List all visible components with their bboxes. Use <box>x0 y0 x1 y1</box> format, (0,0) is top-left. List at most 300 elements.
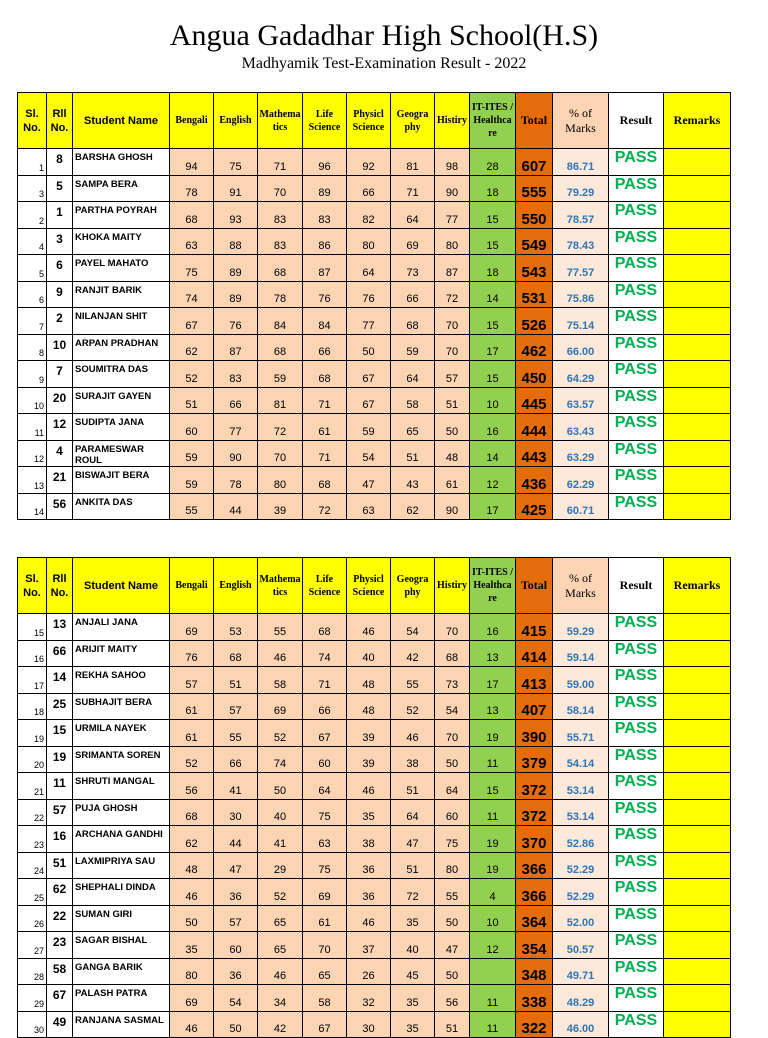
mark-it-ites-cell: 11 <box>470 799 516 826</box>
roll-no-cell: 1 <box>47 202 73 229</box>
mark-hist-cell: 54 <box>435 693 470 720</box>
sl-no-cell: 30 <box>18 1011 47 1038</box>
mark-hist-cell: 51 <box>435 387 470 414</box>
percent-cell: 55.71 <box>553 720 609 747</box>
student-name-cell: SOUMITRA DAS <box>73 361 170 388</box>
remarks-cell <box>664 879 731 906</box>
mark-bengali-cell: 56 <box>170 773 214 800</box>
mark-math-cell: 58 <box>258 667 303 694</box>
mark-bengali-cell: 61 <box>170 693 214 720</box>
roll-no-cell: 15 <box>47 720 73 747</box>
result-badge: PASS <box>609 493 664 520</box>
roll-no-cell: 25 <box>47 693 73 720</box>
total-cell: 443 <box>516 440 553 467</box>
mark-phys-cell: 92 <box>347 149 391 176</box>
sl-no-cell: 3 <box>18 175 47 202</box>
table-row <box>18 440 731 467</box>
mark-math-cell: 78 <box>258 281 303 308</box>
total-cell: 379 <box>516 746 553 773</box>
roll-no-cell: 66 <box>47 640 73 667</box>
table-row <box>18 493 731 520</box>
mark-geo-cell: 35 <box>391 985 435 1012</box>
sl-no-cell: 4 <box>18 228 47 255</box>
mark-it-ites-cell: 11 <box>470 746 516 773</box>
mark-phys-cell: 46 <box>347 905 391 932</box>
mark-life-cell: 66 <box>303 334 347 361</box>
sl-no-cell: 8 <box>18 334 47 361</box>
total-cell: 322 <box>516 1011 553 1038</box>
mark-bengali-cell: 68 <box>170 799 214 826</box>
percent-cell: 62.29 <box>553 467 609 494</box>
mark-english-cell: 44 <box>214 826 258 853</box>
roll-no-cell: 6 <box>47 255 73 282</box>
result-badge: PASS <box>609 614 664 641</box>
mark-hist-cell: 60 <box>435 799 470 826</box>
percent-cell: 52.29 <box>553 852 609 879</box>
mark-life-cell: 84 <box>303 308 347 335</box>
mark-hist-cell: 50 <box>435 905 470 932</box>
header-english: English <box>214 558 258 614</box>
student-name-cell: ANJALI JANA <box>73 614 170 641</box>
mark-it-ites-cell: 15 <box>470 773 516 800</box>
table-row <box>18 852 731 879</box>
student-name-cell: RANJANA SASMAL <box>73 1011 170 1038</box>
result-badge: PASS <box>609 985 664 1012</box>
mark-hist-cell: 55 <box>435 879 470 906</box>
result-badge: PASS <box>609 958 664 985</box>
result-badge: PASS <box>609 414 664 441</box>
mark-bengali-cell: 75 <box>170 255 214 282</box>
mark-it-ites-cell: 14 <box>470 281 516 308</box>
mark-english-cell: 50 <box>214 1011 258 1038</box>
result-badge: PASS <box>609 667 664 694</box>
header-sl-no: Sl. No. <box>18 558 47 614</box>
mark-math-cell: 83 <box>258 228 303 255</box>
total-cell: 526 <box>516 308 553 335</box>
student-name-cell: BISWAJIT BERA <box>73 467 170 494</box>
mark-english-cell: 53 <box>214 614 258 641</box>
mark-math-cell: 29 <box>258 852 303 879</box>
mark-phys-cell: 37 <box>347 932 391 959</box>
mark-hist-cell: 61 <box>435 467 470 494</box>
mark-english-cell: 76 <box>214 308 258 335</box>
sl-no-cell: 25 <box>18 879 47 906</box>
table-row <box>18 175 731 202</box>
mark-bengali-cell: 46 <box>170 879 214 906</box>
mark-english-cell: 44 <box>214 493 258 520</box>
mark-phys-cell: 82 <box>347 202 391 229</box>
mark-geo-cell: 46 <box>391 720 435 747</box>
sl-no-cell: 5 <box>18 255 47 282</box>
sl-no-cell: 17 <box>18 667 47 694</box>
mark-it-ites-cell: 10 <box>470 387 516 414</box>
student-name-cell: SAMPA BERA <box>73 175 170 202</box>
mark-geo-cell: 45 <box>391 958 435 985</box>
total-cell: 370 <box>516 826 553 853</box>
mark-life-cell: 70 <box>303 932 347 959</box>
mark-life-cell: 68 <box>303 614 347 641</box>
mark-life-cell: 61 <box>303 414 347 441</box>
student-name-cell: SHRUTI MANGAL <box>73 773 170 800</box>
mark-hist-cell: 57 <box>435 361 470 388</box>
sl-no-cell: 6 <box>18 281 47 308</box>
mark-math-cell: 40 <box>258 799 303 826</box>
student-name-cell: KHOKA MAITY <box>73 228 170 255</box>
student-name-cell: SURAJIT GAYEN <box>73 387 170 414</box>
mark-geo-cell: 66 <box>391 281 435 308</box>
mark-bengali-cell: 80 <box>170 958 214 985</box>
percent-cell: 53.14 <box>553 799 609 826</box>
table-row <box>18 255 731 282</box>
remarks-cell <box>664 640 731 667</box>
remarks-cell <box>664 175 731 202</box>
mark-hist-cell: 98 <box>435 149 470 176</box>
remarks-cell <box>664 614 731 641</box>
exam-subtitle: Madhyamik Test-Examination Result - 2022 <box>241 55 527 72</box>
table-row <box>18 640 731 667</box>
mark-bengali-cell: 67 <box>170 308 214 335</box>
percent-cell: 86.71 <box>553 149 609 176</box>
total-cell: 390 <box>516 720 553 747</box>
mark-hist-cell: 90 <box>435 175 470 202</box>
mark-phys-cell: 35 <box>347 799 391 826</box>
mark-phys-cell: 64 <box>347 255 391 282</box>
percent-cell: 48.29 <box>553 985 609 1012</box>
remarks-cell <box>664 281 731 308</box>
header-it-ites: IT-ITES / Healthca re <box>470 558 516 614</box>
mark-bengali-cell: 68 <box>170 202 214 229</box>
mark-geo-cell: 35 <box>391 905 435 932</box>
mark-phys-cell: 36 <box>347 879 391 906</box>
percent-cell: 63.43 <box>553 414 609 441</box>
mark-life-cell: 61 <box>303 905 347 932</box>
remarks-cell <box>664 693 731 720</box>
mark-math-cell: 70 <box>258 440 303 467</box>
student-name-cell: URMILA NAYEK <box>73 720 170 747</box>
mark-it-ites-cell <box>470 958 516 985</box>
mark-phys-cell: 80 <box>347 228 391 255</box>
sl-no-cell: 12 <box>18 440 47 467</box>
percent-cell: 53.14 <box>553 773 609 800</box>
header-geography: Geogra phy <box>391 558 435 614</box>
mark-phys-cell: 40 <box>347 640 391 667</box>
mark-bengali-cell: 78 <box>170 175 214 202</box>
student-name-cell: PARAMESWAR ROUL <box>73 440 170 467</box>
sl-no-cell: 2 <box>18 202 47 229</box>
mark-life-cell: 66 <box>303 693 347 720</box>
total-cell: 354 <box>516 932 553 959</box>
result-badge: PASS <box>609 746 664 773</box>
table-row <box>18 826 731 853</box>
mark-it-ites-cell: 12 <box>470 467 516 494</box>
mark-phys-cell: 30 <box>347 1011 391 1038</box>
mark-life-cell: 68 <box>303 467 347 494</box>
mark-phys-cell: 54 <box>347 440 391 467</box>
mark-math-cell: 46 <box>258 640 303 667</box>
header-percent-marks: % of Marks <box>553 93 609 149</box>
mark-bengali-cell: 51 <box>170 387 214 414</box>
result-badge: PASS <box>609 773 664 800</box>
mark-it-ites-cell: 4 <box>470 879 516 906</box>
roll-no-cell: 57 <box>47 799 73 826</box>
mark-bengali-cell: 74 <box>170 281 214 308</box>
result-badge: PASS <box>609 693 664 720</box>
mark-life-cell: 68 <box>303 361 347 388</box>
school-title: Angua Gadadhar High School(H.S) <box>169 19 599 52</box>
header-physical-science: Physicl Science <box>347 558 391 614</box>
sl-no-cell: 9 <box>18 361 47 388</box>
mark-hist-cell: 77 <box>435 202 470 229</box>
mark-geo-cell: 38 <box>391 746 435 773</box>
mark-english-cell: 51 <box>214 667 258 694</box>
result-badge: PASS <box>609 149 664 176</box>
mark-it-ites-cell: 16 <box>470 614 516 641</box>
sl-no-cell: 13 <box>18 467 47 494</box>
total-cell: 414 <box>516 640 553 667</box>
mark-geo-cell: 51 <box>391 773 435 800</box>
mark-bengali-cell: 61 <box>170 720 214 747</box>
percent-cell: 64.29 <box>553 361 609 388</box>
mark-english-cell: 60 <box>214 932 258 959</box>
total-cell: 531 <box>516 281 553 308</box>
mark-english-cell: 88 <box>214 228 258 255</box>
mark-it-ites-cell: 17 <box>470 334 516 361</box>
sl-no-cell: 16 <box>18 640 47 667</box>
student-name-cell: LAXMIPRIYA SAU <box>73 852 170 879</box>
header-it-ites: IT-ITES / Healthca re <box>470 93 516 149</box>
mark-life-cell: 67 <box>303 720 347 747</box>
percent-cell: 59.14 <box>553 640 609 667</box>
roll-no-cell: 21 <box>47 467 73 494</box>
mark-hist-cell: 68 <box>435 640 470 667</box>
mark-life-cell: 69 <box>303 879 347 906</box>
header-mathematics: Mathema tics <box>258 558 303 614</box>
mark-phys-cell: 26 <box>347 958 391 985</box>
total-cell: 450 <box>516 361 553 388</box>
total-cell: 444 <box>516 414 553 441</box>
mark-geo-cell: 64 <box>391 799 435 826</box>
mark-bengali-cell: 59 <box>170 440 214 467</box>
table-row <box>18 985 731 1012</box>
percent-cell: 49.71 <box>553 958 609 985</box>
sl-no-cell: 14 <box>18 493 47 520</box>
mark-math-cell: 84 <box>258 308 303 335</box>
mark-hist-cell: 80 <box>435 228 470 255</box>
table-row <box>18 308 731 335</box>
mark-geo-cell: 43 <box>391 467 435 494</box>
student-name-cell: ARIJIT MAITY <box>73 640 170 667</box>
remarks-cell <box>664 414 731 441</box>
total-cell: 366 <box>516 879 553 906</box>
total-cell: 348 <box>516 958 553 985</box>
result-badge: PASS <box>609 202 664 229</box>
roll-no-cell: 51 <box>47 852 73 879</box>
result-badge: PASS <box>609 905 664 932</box>
mark-hist-cell: 72 <box>435 281 470 308</box>
table-row <box>18 693 731 720</box>
mark-it-ites-cell: 13 <box>470 693 516 720</box>
total-cell: 445 <box>516 387 553 414</box>
student-name-cell: SUMAN GIRI <box>73 905 170 932</box>
remarks-cell <box>664 493 731 520</box>
result-badge: PASS <box>609 387 664 414</box>
total-cell: 366 <box>516 852 553 879</box>
sl-no-cell: 20 <box>18 746 47 773</box>
percent-cell: 46.00 <box>553 1011 609 1038</box>
mark-hist-cell: 73 <box>435 667 470 694</box>
mark-geo-cell: 47 <box>391 826 435 853</box>
percent-cell: 52.29 <box>553 879 609 906</box>
student-name-cell: PALASH PATRA <box>73 985 170 1012</box>
result-badge: PASS <box>609 334 664 361</box>
remarks-cell <box>664 228 731 255</box>
mark-hist-cell: 90 <box>435 493 470 520</box>
student-name-cell: NILANJAN SHIT <box>73 308 170 335</box>
mark-phys-cell: 46 <box>347 614 391 641</box>
mark-geo-cell: 73 <box>391 255 435 282</box>
percent-cell: 60.71 <box>553 493 609 520</box>
mark-math-cell: 39 <box>258 493 303 520</box>
mark-it-ites-cell: 12 <box>470 932 516 959</box>
remarks-cell <box>664 334 731 361</box>
header-sl-no: Sl. No. <box>18 93 47 149</box>
table-row <box>18 799 731 826</box>
sl-no-cell: 28 <box>18 958 47 985</box>
roll-no-cell: 10 <box>47 334 73 361</box>
mark-geo-cell: 51 <box>391 852 435 879</box>
mark-math-cell: 65 <box>258 932 303 959</box>
percent-cell: 58.14 <box>553 693 609 720</box>
mark-life-cell: 75 <box>303 799 347 826</box>
sl-no-cell: 22 <box>18 799 47 826</box>
roll-no-cell: 13 <box>47 614 73 641</box>
sl-no-cell: 21 <box>18 773 47 800</box>
remarks-cell <box>664 826 731 853</box>
mark-english-cell: 57 <box>214 693 258 720</box>
mark-hist-cell: 47 <box>435 932 470 959</box>
roll-no-cell: 19 <box>47 746 73 773</box>
mark-phys-cell: 67 <box>347 361 391 388</box>
header-history: Histiry <box>435 558 470 614</box>
roll-no-cell: 4 <box>47 440 73 467</box>
remarks-cell <box>664 255 731 282</box>
mark-english-cell: 89 <box>214 255 258 282</box>
mark-math-cell: 71 <box>258 149 303 176</box>
mark-life-cell: 71 <box>303 387 347 414</box>
mark-bengali-cell: 63 <box>170 228 214 255</box>
student-name-cell: BARSHA GHOSH <box>73 149 170 176</box>
roll-no-cell: 56 <box>47 493 73 520</box>
mark-math-cell: 55 <box>258 614 303 641</box>
sl-no-cell: 29 <box>18 985 47 1012</box>
mark-it-ites-cell: 17 <box>470 493 516 520</box>
table-row <box>18 773 731 800</box>
mark-hist-cell: 87 <box>435 255 470 282</box>
remarks-cell <box>664 1011 731 1038</box>
mark-it-ites-cell: 28 <box>470 149 516 176</box>
sl-no-cell: 27 <box>18 932 47 959</box>
result-badge: PASS <box>609 879 664 906</box>
header-mathematics: Mathema tics <box>258 93 303 149</box>
remarks-cell <box>664 799 731 826</box>
mark-bengali-cell: 55 <box>170 493 214 520</box>
mark-life-cell: 86 <box>303 228 347 255</box>
mark-bengali-cell: 94 <box>170 149 214 176</box>
result-badge: PASS <box>609 440 664 467</box>
student-name-cell: PAYEL MAHATO <box>73 255 170 282</box>
mark-phys-cell: 63 <box>347 493 391 520</box>
mark-geo-cell: 62 <box>391 493 435 520</box>
table-row <box>18 149 731 176</box>
remarks-cell <box>664 905 731 932</box>
table-row <box>18 334 731 361</box>
mark-math-cell: 80 <box>258 467 303 494</box>
mark-phys-cell: 47 <box>347 467 391 494</box>
percent-cell: 66.00 <box>553 334 609 361</box>
mark-geo-cell: 64 <box>391 202 435 229</box>
mark-math-cell: 81 <box>258 387 303 414</box>
sl-no-cell: 23 <box>18 826 47 853</box>
student-name-cell: ARCHANA GANDHI <box>73 826 170 853</box>
student-name-cell: SUBHAJIT BERA <box>73 693 170 720</box>
table-row <box>18 467 731 494</box>
table-row <box>18 387 731 414</box>
remarks-cell <box>664 361 731 388</box>
percent-cell: 75.86 <box>553 281 609 308</box>
student-name-cell: SRIMANTA SOREN <box>73 746 170 773</box>
header-roll-no: Rll No. <box>47 93 73 149</box>
mark-math-cell: 42 <box>258 1011 303 1038</box>
header-remarks: Remarks <box>664 558 731 614</box>
table-row <box>18 281 731 308</box>
student-name-cell: SHEPHALI DINDA <box>73 879 170 906</box>
total-cell: 425 <box>516 493 553 520</box>
roll-no-cell: 7 <box>47 361 73 388</box>
header-life-science: Life Science <box>303 93 347 149</box>
mark-it-ites-cell: 15 <box>470 361 516 388</box>
remarks-cell <box>664 773 731 800</box>
total-cell: 413 <box>516 667 553 694</box>
roll-no-cell: 2 <box>47 308 73 335</box>
remarks-cell <box>664 746 731 773</box>
percent-cell: 54.14 <box>553 746 609 773</box>
mark-hist-cell: 64 <box>435 773 470 800</box>
header-remarks: Remarks <box>664 93 731 149</box>
mark-math-cell: 52 <box>258 720 303 747</box>
header-student-name: Student Name <box>73 93 170 149</box>
student-name-cell: ANKITA DAS <box>73 493 170 520</box>
result-badge: PASS <box>609 720 664 747</box>
mark-math-cell: 74 <box>258 746 303 773</box>
sl-no-cell: 24 <box>18 852 47 879</box>
mark-bengali-cell: 62 <box>170 334 214 361</box>
roll-no-cell: 14 <box>47 667 73 694</box>
mark-geo-cell: 55 <box>391 667 435 694</box>
roll-no-cell: 16 <box>47 826 73 853</box>
roll-no-cell: 58 <box>47 958 73 985</box>
sl-no-cell: 26 <box>18 905 47 932</box>
result-badge: PASS <box>609 308 664 335</box>
table-row <box>18 905 731 932</box>
sl-no-cell: 7 <box>18 308 47 335</box>
mark-english-cell: 77 <box>214 414 258 441</box>
student-name-cell: ARPAN PRADHAN <box>73 334 170 361</box>
mark-phys-cell: 38 <box>347 826 391 853</box>
mark-phys-cell: 36 <box>347 852 391 879</box>
mark-life-cell: 71 <box>303 667 347 694</box>
roll-no-cell: 5 <box>47 175 73 202</box>
mark-life-cell: 75 <box>303 852 347 879</box>
